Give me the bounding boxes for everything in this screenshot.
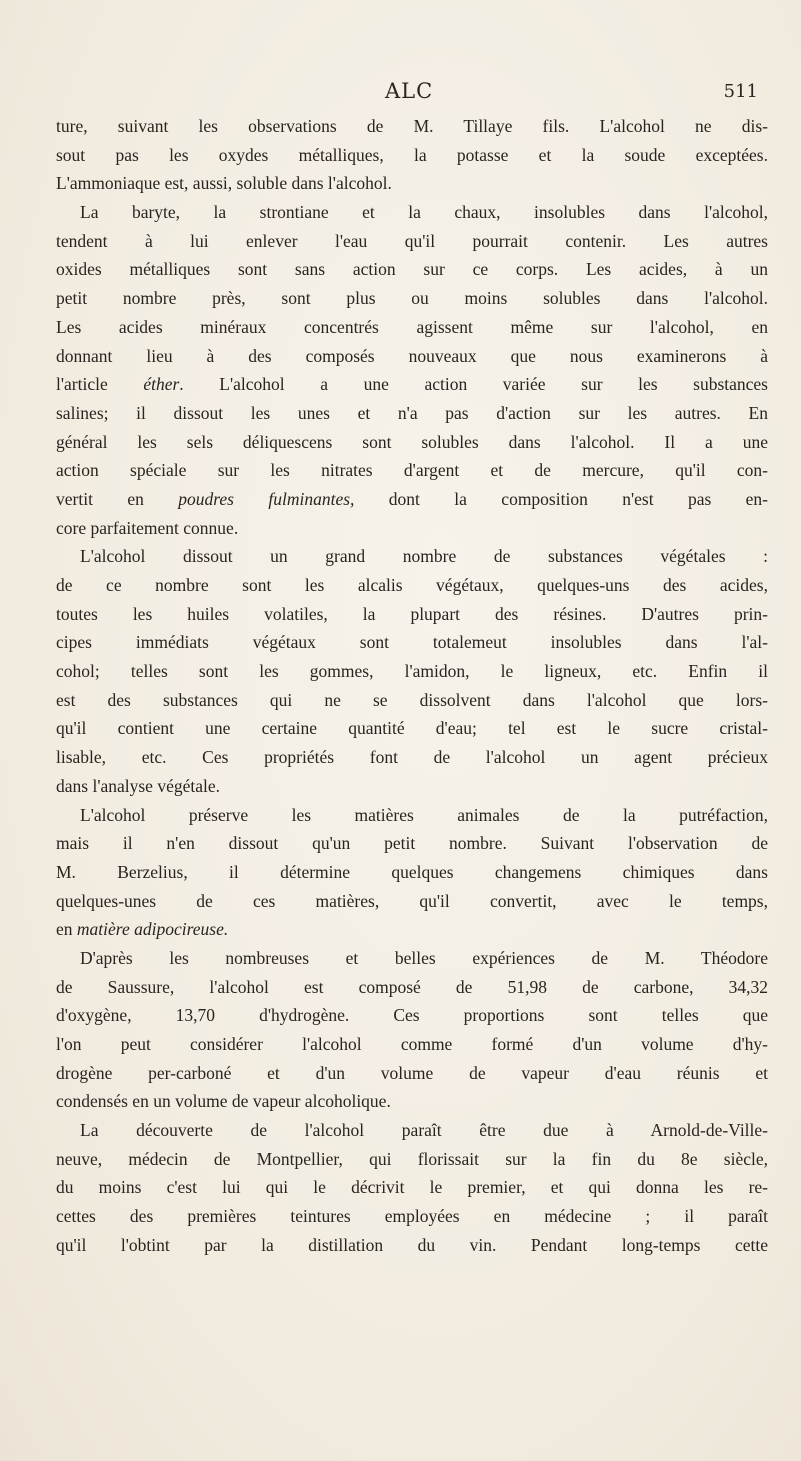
- text-line: en matière adipocireuse.: [56, 919, 229, 940]
- text-line: D'après les nombreuses et belles expériences de M. Théodore: [80, 947, 768, 968]
- text-line: est des substances qui ne se dissolvent dans l'alcohol que lors-: [56, 689, 768, 710]
- body-text: [56, 112, 768, 1260]
- text-line: L'ammoniaque est, aussi, soluble dans l'alcohol.: [56, 173, 392, 194]
- running-head: ALC: [385, 79, 434, 103]
- text-line: cettes des premières teintures employées en médecine ; il paraît: [56, 1206, 768, 1227]
- text-line: M. Berzelius, il détermine quelques changemens chimiques dans: [56, 861, 768, 882]
- text-line: d'oxygène, 13,70 d'hydrogène. Ces proportions sont telles que: [56, 1005, 768, 1026]
- text-line: mais il n'en dissout qu'un petit nombre. Suivant l'observation de: [56, 833, 768, 854]
- text-line: de ce nombre sont les alcalis végétaux, quelques-uns des acides,: [56, 575, 768, 595]
- text-line: lisable, etc. Ces propriétés font de l'alcohol un agent précieux: [56, 747, 768, 768]
- text-line: général les sels déliquescens sont solubles dans l'alcohol. Il a une: [56, 431, 768, 452]
- text-line: drogène per-carboné et d'un volume de vapeur d'eau réunis et: [56, 1062, 768, 1083]
- page-number: 511: [723, 81, 758, 102]
- text-line: action spéciale sur les nitrates d'argent et de mercure, qu'il con-: [56, 460, 768, 481]
- text-line: vertit en poudres fulminantes, dont la composition n'est pas en-: [56, 488, 769, 509]
- text-line: qu'il l'obtint par la distillation du vin. Pendant long-temps cette: [56, 1234, 768, 1255]
- text-line: toutes les huiles volatiles, la plupart des résines. D'autres prin-: [56, 603, 768, 624]
- page-header: [40, 79, 790, 107]
- text-line: quelques-unes de ces matières, qu'il convertit, avec le temps,: [56, 890, 768, 911]
- text-line: dans l'analyse végétale.: [56, 775, 220, 796]
- text-line: cohol; telles sont les gommes, l'amidon, le ligneux, etc. Enfin il: [56, 661, 768, 682]
- text-line: La découverte de l'alcohol paraît être due à Arnold-de-Ville-: [80, 1120, 768, 1141]
- text-line: condensés en un volume de vapeur alcoholique.: [56, 1091, 391, 1112]
- text-line: L'alcohol dissout un grand nombre de substances végétales :: [80, 546, 768, 567]
- text-line: de Saussure, l'alcohol est composé de 51,98 de carbone, 34,32: [56, 976, 768, 997]
- text-line: l'article éther. L'alcohol a une action variée sur les substances: [56, 374, 768, 395]
- text-line: tendent à lui enlever l'eau qu'il pourrait contenir. Les autres: [56, 230, 768, 251]
- text-line: oxides métalliques sont sans action sur ce corps. Les acides, à un: [56, 259, 768, 280]
- text-line: du moins c'est lui qui le décrivit le premier, et qui donna les re-: [56, 1177, 768, 1198]
- italic-term: poudres fulminantes,: [178, 488, 355, 509]
- text-line: neuve, médecin de Montpellier, qui florissait sur la fin du 8e siècle,: [56, 1148, 768, 1169]
- text-line: salines; il dissout les unes et n'a pas d'action sur les autres. En: [56, 402, 768, 423]
- text-line: petit nombre près, sont plus ou moins solubles dans l'alcohol.: [56, 288, 768, 309]
- text-line: L'alcohol préserve les matières animales de la putréfaction,: [80, 804, 768, 825]
- italic-term: éther: [143, 374, 180, 395]
- text-line: ture, suivant les observations de M. Tillaye fils. L'alcohol ne dis-: [56, 116, 768, 136]
- text-line: qu'il contient une certaine quantité d'eau; tel est le sucre cristal-: [56, 718, 768, 739]
- italic-term: matière adipocireuse.: [76, 919, 229, 940]
- text-line: La baryte, la strontiane et la chaux, insolubles dans l'alcohol,: [80, 202, 768, 223]
- text-line: l'on peut considérer l'alcohol comme formé d'un volume d'hy-: [56, 1034, 768, 1054]
- text-line: donnant lieu à des composés nouveaux que nous examinerons à: [56, 345, 768, 366]
- text-line: core parfaitement connue.: [56, 517, 239, 538]
- text-line: Les acides minéraux concentrés agissent même sur l'alcohol, en: [56, 316, 768, 337]
- text-line: sout pas les oxydes métalliques, la potasse et la soude exceptées.: [56, 144, 768, 165]
- text-line: cipes immédiats végétaux sont totalemeut insolubles dans l'al-: [56, 632, 768, 653]
